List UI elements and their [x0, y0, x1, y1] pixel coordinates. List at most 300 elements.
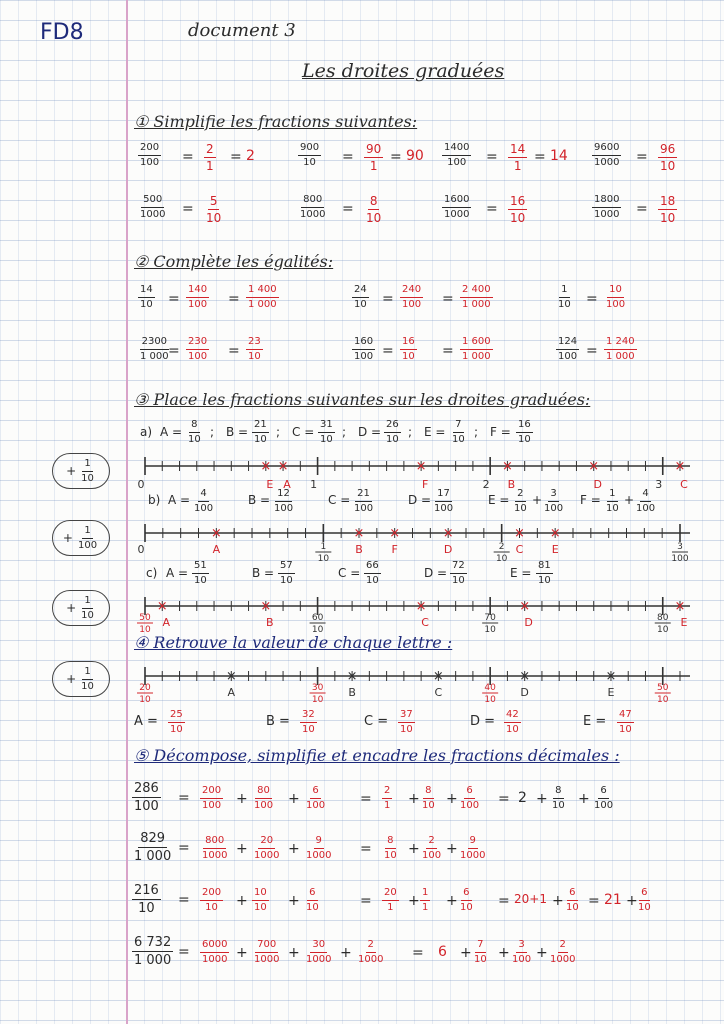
equals-sign: =: [178, 790, 190, 806]
numerator: 30: [311, 683, 324, 693]
line-a-label: 3: [655, 478, 663, 491]
line-c-frac-label: [655, 613, 671, 635]
line-d-letter: E: [607, 686, 615, 699]
numerator: 7: [453, 420, 463, 433]
denominator: 100: [594, 800, 614, 811]
denominator: 10: [452, 575, 465, 586]
denominator: 10: [422, 800, 435, 811]
denominator: 10: [170, 724, 183, 735]
numerator: 6: [464, 786, 474, 799]
plus-sign: +: [66, 464, 77, 478]
letter-label: E =: [510, 566, 532, 580]
denominator: 100: [434, 503, 454, 514]
answer-letter: B =: [266, 714, 290, 729]
numerator: 6: [310, 786, 320, 799]
line-d-letter: B: [348, 686, 356, 699]
denominator: 100: [671, 554, 689, 564]
line-c-letter: D: [524, 616, 533, 629]
denominator: 10: [657, 695, 669, 705]
ex5-title: ⑤ Décompose, simplifie et encadre les fractions décimales :: [134, 746, 620, 765]
numerator: 700: [255, 940, 278, 953]
letter-label: F =: [580, 493, 601, 507]
numerator: 17: [435, 489, 452, 502]
denominator: 1 000: [248, 299, 277, 310]
line-a-cross: ×: [260, 459, 272, 474]
denominator: 10: [206, 211, 222, 225]
numerator: 216: [134, 883, 159, 898]
denominator: 10: [280, 575, 293, 586]
numerator: 8: [369, 194, 378, 208]
letter-label: B =: [226, 425, 249, 439]
separator: ;: [276, 425, 281, 439]
numerator: 51: [192, 561, 209, 574]
numerator: 8: [385, 836, 395, 849]
numerator: 286: [134, 781, 159, 796]
denominator: 100: [402, 299, 422, 310]
denominator: 10: [384, 850, 397, 861]
document-label: document 3: [188, 20, 296, 41]
numerator: 37: [398, 710, 415, 723]
plus-sign: +: [446, 791, 458, 807]
denominator: 10: [552, 800, 565, 811]
equals-sign: =: [360, 841, 372, 857]
letter-label: A =: [160, 425, 183, 439]
line-b-cross: ×: [210, 526, 222, 541]
line-c-letter: E: [680, 616, 688, 629]
denominator: 10: [402, 351, 415, 362]
plus-sign: +: [236, 893, 248, 909]
equals-sign: =: [360, 791, 372, 807]
equals-sign: =: [442, 343, 454, 359]
numerator: 21: [355, 489, 372, 502]
denominator: 10: [248, 351, 261, 362]
line-a-letter: C: [680, 478, 688, 491]
line-b-frac-label: [315, 542, 331, 564]
numerator: 2300: [140, 337, 169, 350]
plus-sign: +: [536, 791, 548, 807]
numerator: 10: [252, 888, 269, 901]
denominator: 1000: [358, 954, 384, 965]
denominator: 10: [518, 434, 531, 445]
plus-sign: +: [66, 601, 77, 615]
denominator: 10: [366, 575, 379, 586]
numerator: 25: [168, 710, 185, 723]
line-a-cross: ×: [501, 459, 513, 474]
numerator: 18: [660, 194, 676, 208]
numerator: 14: [138, 285, 155, 298]
denominator: 10: [254, 434, 267, 445]
denominator: 10: [205, 902, 218, 913]
plus-sign: +: [408, 841, 420, 857]
plus-sign: +: [408, 791, 420, 807]
line-d-frac-label: [482, 683, 498, 705]
numerator: 1800: [592, 195, 621, 208]
equals-sign: =: [586, 291, 598, 307]
line-b-letter: D: [443, 543, 453, 556]
numerator: 50: [139, 613, 151, 623]
denominator: 10: [139, 625, 151, 635]
numerator: 230: [186, 337, 209, 350]
line-b-cross: ×: [353, 526, 365, 541]
line-a-cross: ×: [277, 459, 289, 474]
line-b-frac-label: [494, 542, 510, 564]
denominator: 1 000: [606, 351, 635, 362]
denominator: 1000: [140, 209, 166, 220]
numerator: 3: [677, 542, 683, 552]
numerator: 1400: [442, 143, 471, 156]
equals-sign: =: [382, 343, 394, 359]
denominator: 10: [386, 434, 399, 445]
numerator: 8: [189, 420, 199, 433]
denominator: 10: [194, 575, 207, 586]
numerator: 2: [426, 836, 436, 849]
numerator: 80: [657, 613, 669, 623]
equals-sign: =: [534, 149, 546, 165]
denominator: 1000: [300, 209, 326, 220]
letter-label: F =: [490, 425, 511, 439]
equals-sign: =: [586, 343, 598, 359]
numerator: 240: [400, 285, 423, 298]
numerator: 200: [200, 786, 223, 799]
denominator: 10: [510, 211, 526, 225]
numerator: 1: [82, 667, 92, 680]
denominator: 1000: [202, 850, 228, 861]
denominator: 1000: [460, 850, 486, 861]
denominator: 100: [512, 954, 532, 965]
denominator: 100: [460, 800, 480, 811]
denominator: 10: [302, 724, 315, 735]
numerator: 5: [209, 194, 218, 208]
line-b-cross: ×: [442, 526, 454, 541]
numerator: 40: [484, 683, 496, 693]
letter-label: D =: [358, 425, 382, 439]
numerator: 2: [515, 489, 525, 502]
letter-label: E =: [488, 493, 510, 507]
denominator: 10: [306, 902, 319, 913]
denominator: 1000: [202, 954, 228, 965]
numerator: 6: [598, 786, 608, 799]
numerator: 80: [255, 786, 272, 799]
line-c-cross: ×: [674, 599, 686, 614]
numerator: 4: [198, 489, 208, 502]
numerator: 1 400: [246, 285, 279, 298]
line-b-cross: ×: [514, 526, 525, 541]
equals-sign: =: [588, 893, 600, 909]
numerator: 12: [275, 489, 292, 502]
numerator: 72: [450, 561, 467, 574]
denominator: 10: [317, 554, 330, 564]
numerator: 124: [556, 337, 579, 350]
denominator: 10: [660, 159, 676, 173]
equals-sign: =: [178, 944, 190, 960]
numerator: 3: [548, 489, 558, 502]
line-b-letter: A: [212, 543, 221, 556]
line-c-letter: C: [421, 616, 429, 629]
denominator: 100: [194, 503, 214, 514]
numerator: 800: [301, 195, 324, 208]
equals-sign: =: [228, 291, 240, 307]
ex1-title: ① Simplifie les fractions suivantes:: [134, 112, 418, 131]
line-d-letter: D: [520, 686, 529, 699]
line-d-cross: ×: [432, 669, 444, 684]
line-a-label: 2: [482, 478, 490, 491]
equals-sign: =: [390, 149, 402, 165]
denominator: 1000: [444, 209, 470, 220]
line-b-letter: B: [355, 543, 363, 556]
denominator: 10: [400, 724, 413, 735]
numerator: 6: [639, 888, 649, 901]
numerator: 30: [310, 940, 327, 953]
equals-sign: =: [636, 149, 648, 165]
line-a-letter: F: [421, 478, 429, 491]
denominator: 100: [140, 157, 160, 168]
denominator: 1000: [254, 954, 280, 965]
letter-label: D =: [424, 566, 448, 580]
denominator: 10: [452, 434, 465, 445]
plus-sign: +: [626, 893, 638, 909]
denominator: 10: [538, 575, 551, 586]
numerator: 16: [400, 337, 417, 350]
letter-label: A =: [168, 493, 191, 507]
equals-sign: =: [230, 149, 242, 165]
denominator: 10: [660, 211, 676, 225]
page-title: Les droites graduées: [302, 60, 505, 82]
plus-sign: +: [288, 841, 300, 857]
line-d-frac-label: [137, 683, 153, 705]
numerator: 20: [139, 683, 151, 693]
numerator: 2: [382, 786, 392, 799]
numerator: 8: [423, 786, 433, 799]
simplified-int: 6: [438, 944, 447, 960]
numerator: 1: [82, 459, 92, 472]
line-d-letter: A: [227, 686, 236, 699]
denominator: 1000: [550, 954, 576, 965]
line-d-cross: ×: [346, 669, 358, 684]
denominator: 10: [474, 954, 487, 965]
denominator: 10: [354, 299, 367, 310]
denominator: 10: [638, 902, 651, 913]
equals-sign: =: [498, 893, 510, 909]
denominator: 10: [320, 434, 333, 445]
numerator: 7: [475, 940, 485, 953]
denominator: 10: [460, 902, 473, 913]
numerator: 6: [567, 888, 577, 901]
plus-sign: +: [446, 841, 458, 857]
line-b-letter: E: [551, 543, 559, 556]
denominator: 1000: [594, 157, 620, 168]
denominator: 1000: [254, 850, 280, 861]
separator: ;: [342, 425, 347, 439]
numerator: 900: [298, 143, 321, 156]
denominator: 100: [447, 157, 467, 168]
denominator: 1000: [306, 954, 332, 965]
numerator: 6: [461, 888, 471, 901]
denominator: 100: [354, 351, 374, 362]
denominator: 1 000: [462, 351, 491, 362]
numerator: 70: [484, 613, 496, 623]
line-c-frac-label: [310, 613, 326, 635]
numerator: 1: [559, 285, 569, 298]
answer-letter: A =: [134, 714, 158, 729]
line-a-letter: D: [593, 478, 602, 491]
numerator: 3: [516, 940, 526, 953]
numerator: 1600: [442, 195, 471, 208]
equals-sign: =: [168, 343, 180, 359]
answer-letter: D =: [470, 714, 496, 729]
equals-sign: =: [228, 343, 240, 359]
denominator: 100: [354, 503, 374, 514]
numerator: 50: [657, 683, 669, 693]
denominator: 100: [306, 800, 326, 811]
line-b-letter: F: [391, 543, 398, 556]
equals-sign: =: [486, 149, 498, 165]
line-a-cross: ×: [674, 459, 686, 474]
numerator: 24: [352, 285, 369, 298]
denominator: 100: [558, 351, 578, 362]
denominator: 100: [422, 850, 442, 861]
denominator: 100: [188, 351, 208, 362]
equals-sign: =: [342, 201, 354, 217]
final-int: 21: [604, 892, 622, 908]
numerator: 96: [660, 142, 676, 156]
equals-sign: =: [168, 291, 180, 307]
line-b-frac-label: [671, 542, 688, 564]
numerator: 21: [252, 420, 269, 433]
line-a-cross: ×: [415, 459, 427, 474]
plus-sign: +: [288, 893, 300, 909]
numerator: 6000: [200, 940, 229, 953]
plus-sign: +: [498, 945, 510, 961]
numerator: 140: [186, 285, 209, 298]
denominator: 100: [254, 800, 274, 811]
denominator: 10: [514, 503, 527, 514]
part-b-label: b): [148, 493, 161, 507]
part-a-label: a): [140, 425, 153, 439]
line-b-cross: ×: [549, 526, 561, 541]
plus-sign: +: [578, 791, 590, 807]
plus-sign: +: [340, 945, 352, 961]
denominator: 10: [495, 554, 508, 564]
equals-sign: =: [486, 201, 498, 217]
line-c-cross: ×: [519, 599, 531, 614]
plus-sign: +: [460, 945, 472, 961]
numerator: 1 240: [604, 337, 637, 350]
plus-sign: +: [624, 493, 635, 507]
denominator: 10: [139, 695, 151, 705]
numerator: 2: [366, 940, 376, 953]
denominator: 1: [206, 159, 214, 173]
result-value: 14: [550, 148, 568, 164]
letter-label: C =: [292, 425, 315, 439]
line-a-cross: ×: [588, 459, 600, 474]
line-b-letter: C: [515, 543, 524, 556]
numerator: 66: [364, 561, 381, 574]
numerator: 26: [384, 420, 401, 433]
part-c-label: c): [146, 566, 158, 580]
line-c-frac-label: [482, 613, 498, 635]
plus-sign: +: [536, 945, 548, 961]
result-value: 90: [406, 148, 424, 164]
equals-sign: =: [498, 791, 510, 807]
equals-sign: =: [636, 201, 648, 217]
numerator: 42: [504, 710, 521, 723]
letter-label: B =: [248, 493, 271, 507]
partial-sum: 20+1: [514, 892, 547, 906]
letter-label: B =: [252, 566, 275, 580]
denominator: 100: [544, 503, 564, 514]
denominator: 1: [387, 902, 394, 913]
line-a-letter: E: [266, 478, 274, 491]
denominator: 1 000: [462, 299, 491, 310]
numerator: 1: [82, 596, 92, 609]
denominator: 100: [606, 299, 626, 310]
equals-sign: =: [412, 945, 424, 961]
denominator: 10: [81, 680, 94, 692]
numerator: 57: [278, 561, 295, 574]
numerator: 6 732: [134, 935, 172, 950]
denominator: 10: [484, 625, 496, 635]
plus-sign: +: [62, 531, 73, 545]
numerator: 1: [82, 526, 92, 539]
numerator: 800: [203, 836, 226, 849]
denominator: 10: [606, 503, 619, 514]
line-d-frac-label: [310, 683, 326, 705]
line-a-label: 1: [310, 478, 318, 491]
plus-sign: +: [288, 791, 300, 807]
denominator: 10: [657, 625, 669, 635]
denominator: 10: [311, 695, 324, 705]
denominator: 10: [566, 902, 579, 913]
denominator: 100: [636, 503, 656, 514]
plus-sign: +: [552, 893, 564, 909]
numerator: 20: [382, 888, 399, 901]
denominator: 1 000: [134, 849, 172, 864]
denominator: 10: [484, 695, 496, 705]
line-d-letter: C: [434, 686, 443, 699]
plus-sign: +: [236, 791, 248, 807]
denominator: 10: [366, 211, 382, 225]
plus-sign: +: [446, 893, 458, 909]
ex2-title: ② Complète les égalités:: [134, 252, 334, 271]
equals-sign: =: [178, 840, 190, 856]
denominator: 1000: [594, 209, 620, 220]
denominator: 10: [81, 472, 94, 484]
numerator: 1: [320, 542, 327, 552]
plus-sign: +: [288, 945, 300, 961]
answer-letter: E =: [583, 714, 607, 729]
numerator: 31: [318, 420, 335, 433]
line-d-cross: ×: [605, 669, 617, 684]
numerator: 200: [200, 888, 223, 901]
denominator: 1: [422, 902, 429, 913]
numerator: 90: [366, 142, 382, 156]
numerator: 160: [352, 337, 375, 350]
code-label: FD8: [40, 20, 84, 45]
numerator: 1 600: [460, 337, 493, 350]
denominator: 1000: [306, 850, 332, 861]
denominator: 10: [188, 434, 201, 445]
line-d-cross: ×: [225, 669, 237, 684]
letter-label: E =: [424, 425, 446, 439]
numerator: 16: [516, 420, 533, 433]
line-d-frac-label: [655, 683, 671, 705]
denominator: 1 000: [140, 351, 169, 362]
numerator: 2: [206, 142, 214, 156]
numerator: 200: [138, 143, 161, 156]
equals-sign: =: [182, 149, 194, 165]
denominator: 100: [134, 799, 159, 814]
denominator: 100: [202, 800, 222, 811]
